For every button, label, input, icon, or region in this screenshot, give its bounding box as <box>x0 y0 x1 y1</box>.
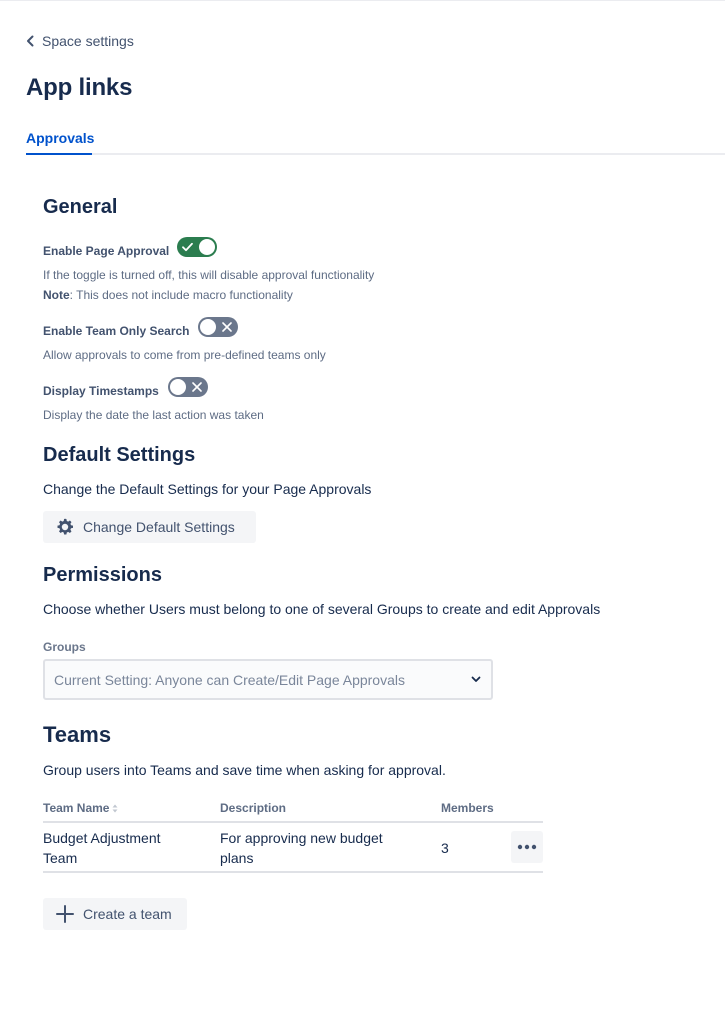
close-icon <box>222 322 232 332</box>
default-settings-heading: Default Settings <box>43 444 196 466</box>
general-heading: General <box>43 196 118 218</box>
toggle-knob <box>200 319 216 335</box>
enable-page-approval-note <box>43 288 293 302</box>
teams-table <box>43 801 543 873</box>
team-description-line: plans <box>220 850 254 866</box>
tab-list <box>26 130 725 155</box>
team-description-line: For approving new budget <box>220 830 383 846</box>
column-header-members: Members <box>441 801 494 815</box>
display-timestamps-label: Display Timestamps <box>43 384 159 398</box>
enable-team-only-search-help: Allow approvals to come from pre-defined teams only <box>43 348 326 362</box>
groups-label: Groups <box>43 640 86 654</box>
enable-page-approval-label: Enable Page Approval <box>43 244 170 258</box>
team-description-cell <box>220 828 383 868</box>
team-name-cell <box>43 828 161 868</box>
change-default-settings-label: Change Default Settings <box>83 519 235 535</box>
enable-team-only-search-toggle[interactable] <box>198 317 238 337</box>
toggle-knob <box>170 379 186 395</box>
teams-description: Group users into Teams and save time when asking for approval. <box>43 762 446 778</box>
permissions-heading: Permissions <box>43 564 162 586</box>
note-text: : This does not include macro functionality <box>69 288 293 302</box>
display-timestamps-toggle[interactable] <box>168 377 208 397</box>
top-divider <box>0 0 725 1</box>
row-more-actions-button[interactable] <box>511 831 543 863</box>
more-horizontal-icon <box>517 844 537 850</box>
change-default-settings-button[interactable] <box>43 511 256 543</box>
plus-icon <box>55 904 75 924</box>
team-name-line: Budget Adjustment <box>43 830 161 846</box>
groups-select[interactable] <box>43 659 493 700</box>
team-name-line: Team <box>43 850 78 866</box>
groups-select-value: Current Setting: Anyone can Create/Edit Page Approvals <box>54 671 405 688</box>
display-timestamps-help: Display the date the last action was taken <box>43 408 264 422</box>
sort-icon <box>112 804 118 813</box>
enable-page-approval-toggle[interactable] <box>177 237 217 257</box>
team-members-cell: 3 <box>441 840 449 856</box>
back-link-label: Space settings <box>42 33 134 49</box>
check-icon <box>182 242 193 252</box>
permissions-description: Choose whether Users must belong to one of several Groups to create and edit Approvals <box>43 601 601 617</box>
column-header-team-name[interactable] <box>43 801 118 815</box>
enable-page-approval-help: If the toggle is turned off, this will disable approval functionality <box>43 268 375 282</box>
create-team-label: Create a team <box>83 906 172 922</box>
column-header-description: Description <box>220 801 287 815</box>
column-header-team-name-label: Team Name <box>43 801 110 815</box>
back-to-space-settings-link[interactable] <box>26 33 134 49</box>
gear-icon <box>55 517 75 537</box>
tab-selected-indicator <box>26 153 92 155</box>
chevron-down-icon <box>471 676 481 683</box>
table-row <box>43 823 543 873</box>
toggle-knob <box>199 239 215 255</box>
tab-approvals[interactable]: Approvals <box>26 130 95 146</box>
teams-table-header <box>43 801 543 823</box>
teams-heading: Teams <box>43 722 112 747</box>
page-title: App links <box>26 74 133 101</box>
chevron-left-icon <box>26 35 34 47</box>
close-icon <box>192 382 202 392</box>
default-settings-description: Change the Default Settings for your Page Approvals <box>43 481 372 497</box>
enable-team-only-search-label: Enable Team Only Search <box>43 324 190 338</box>
create-team-button[interactable] <box>43 898 187 930</box>
note-label: Note <box>43 288 70 302</box>
